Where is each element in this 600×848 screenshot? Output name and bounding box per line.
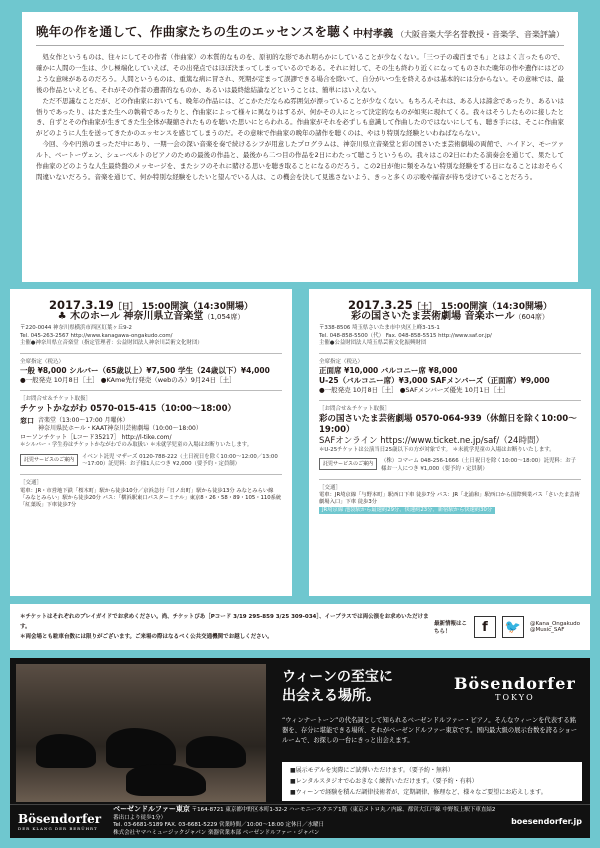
access-text: 電車：JR・市営地下鉄「桜木町」駅から徒歩10分／京浜急行「日ノ出町」駅から徒歩13分 みなとみらい線「みなとみらい」駅から徒歩20分 バス：「横浜駅東口バスターミナル」東京8・26・58・89・105・110系統「紅葉坂」下車徒歩7分: [20, 487, 282, 509]
essay-paragraph: ただ不思議なことだが、どの作曲家においても、晩年の作品には、どこかただならぬ雰囲気が漂っていることが少なくない。もちろんそれは、ある人は諦念であったり、あるいは悟りであったり、はたまた生への執着であったりと、作曲家によって様々に異なりはするが、何かその人にとって決定的なものが如実に現れてくる。我々はそうしたものに接したとき、自ずとその作曲家が生きてきた生全体が凝縮されたものを聴いた思いにとらわれる。作曲家がそれを必ずしも意識して作曲したのではないにしても、聴き手には、そこに作曲家がどのように人生を送ってきたかのエッセンスを感じてしまうのだ。その意味で作曲家の晩年の諸作を聴くのは、やはり特別な経験といわねばならない。: [36, 96, 564, 138]
price-label: 全席指定（税込）: [20, 358, 65, 365]
venue-contact: Tel. 045-263-2567 http://www.kanagawa-ongakudo.com/: [20, 332, 173, 339]
venue-name: 彩の国さいたま芸術劇場 音楽ホール（604席）: [351, 310, 549, 322]
bosendorfer-ad: [10, 658, 590, 838]
footer-url[interactable]: boesendorfer.jp: [511, 817, 582, 826]
organizer: 主催●公益財団法人埼玉県芸術文化振興財団: [319, 340, 427, 347]
facebook-icon[interactable]: f: [474, 616, 496, 638]
venue-address: 〒220-0044 神奈川県横浜市西区紅葉ヶ丘9-2: [20, 325, 132, 331]
access-text: 電車：JR埼京線「与野本町」駅西口下車 徒歩7分 バス：JR「北浦和」駅西口から国際興業バス「さいたま芸術劇場入口」下車 徒歩3分: [319, 492, 580, 506]
access-highlight: JR埼京線 池袋駅から最速約29分、快速約23分、新宿駅から快速約30分: [319, 507, 495, 514]
concert-card-saitama: [309, 289, 591, 596]
childcare-text: イベント託児 マザーズ 0120-788-222（土日祝日を除く10:00～12:00／13:00～17:00）託児料：お子様1人につき ¥2,000（要予約・定員制）: [82, 453, 278, 468]
twitter-icon[interactable]: 🐦: [502, 616, 524, 638]
price-line: U-25（バルコニー席）¥3,000 SAFメンバーズ（正面席）¥9,000: [319, 376, 550, 386]
childcare-text: （株）コマーム 048-256-1666（土日祝日を除く10:00～18:00）託児料：お子様お一人につき ¥1,000（要予約・定員制）: [381, 458, 576, 472]
window-info: 窓口 音楽堂（13:00～17:00 月曜休） 神奈川県民ホール・KAAT神奈川芸術劇場（10:00～18:00）: [20, 416, 202, 433]
sns-label: 最新情報はこちら！: [433, 621, 467, 635]
venue-address: 〒338-8506 埼玉県さいたま市中央区上峰3-15-1: [319, 325, 440, 331]
ticket-phone: チケットかながわ 0570-015-415（10:00～18:00）: [20, 403, 237, 414]
ticket-label: ［お問合せ＆チケット取扱］: [319, 406, 391, 413]
footer-logo: Bösendorfer DER KLANG DER BERÜHRT: [18, 812, 102, 831]
essay-panel: [22, 12, 578, 282]
sale-dates: ●一般発売 10月8日［土］ ●SAFメンバーズ優先 10月1日［土］: [319, 386, 510, 395]
childcare-tag: 託児サービスのご案内: [20, 454, 78, 466]
childcare-tag: 託児サービスのご案内: [319, 458, 377, 470]
concert-card-yokohama: [10, 289, 292, 596]
lawson-ticket: ローソンチケット［Lコード35217］ http://l-tike.com/: [20, 433, 172, 441]
bosendorfer-logo: Bösendorfer TOKYO: [454, 674, 576, 702]
showroom-photo: [16, 664, 266, 802]
essay-paragraph: 今回、今や円熟のまっただ中にあり、一期一会の深い音楽を奏で続けるシフが用意したプログラムは、神奈川県立音楽堂と彩の国さいたま芸術劇場の両館で、ハイドン、モーツァルト、ベートーヴェン、シューベルトのピアノのための最後の作品と、最後から二つ目の作品を2日にわたって聴こうというもの。我々はこの2日にわたる演奏会を通じて、果たして作曲家のどのような人生最終盤のメッセージを、またシフのそれに賭ける思いを聴き取ることになるのだろう。この2日が他に類をみない特別な経験をする日になることはおそらく間違いないだろう。音楽を通じて、何か特別な経験をしたいと望んでいる人は、この機会を決して見逃さないよう、きっと多くの示唆や福音が待ち受けていることだろう。: [36, 140, 564, 181]
ticket-notes: ＊シルバー・学生券はチケットかながわでのみ取扱い ＊未就学児童の入場はお断りいたします。: [20, 442, 253, 449]
essay-title: 晩年の作を通して、作曲家たちの生のエッセンスを聴く: [36, 24, 353, 39]
price-label: 全席指定（税込）: [319, 358, 364, 365]
organizer: 主催●神奈川県立音楽堂（指定管理者：公益財団法人神奈川芸術文化財団）: [20, 340, 203, 347]
essay-body: [36, 52, 564, 183]
childcare-info: [319, 458, 581, 473]
author-role: （大阪音楽大学名誉教授・音楽学、音楽評論）: [396, 30, 564, 39]
venue-name: ♣ 木のホール 神奈川県立音楽堂（1,054席）: [57, 310, 245, 322]
access-label: ［交通］: [20, 480, 43, 487]
essay-author: [353, 25, 564, 40]
footer-info: ベーゼンドルファー東京 〒164-8721 東京都中野区本町1-32-2 ハーモニースクエア1階（東京メトロ丸ノ内線、都営大江戸線 中野坂上駅下車直結2番出口より徒歩1分） Tel. 03-6681-5189 FAX. 03-6681-5229 営業時間／10:00～18:00 定休日／水曜日 株式会社ヤマハミュージックジャパン 楽器営業本部 ベーゼンドルファー・ジャパン: [113, 805, 496, 836]
price-line: 正面席 ¥10,000 バルコニー席 ¥8,000: [319, 366, 458, 376]
essay-paragraph: 処女作というものは、往々にしてその作者（作曲家）の本質的なものを、原初的な形であれ明らかにしていることが少なくない。「三つ子の魂百までも」とはよく言ったもので、確かに人間の一生は、少し極端化していえば、その出発点ではほぼ決まってしまっているのである。それに対して、その生も終わり近くになってものされた晩年の作や遺作にはどのような意味があるのだろう。人間というものは、重篤な病に冒され、死期が定まって誤謬できる場合を除いて、自分がいつ生を終えるかは基本的には分からない。その意味では、最後の作品といえども、それがその作者の遺書的なものか、あるいは最終総結論などということは、簡単にはいえない。: [36, 53, 564, 94]
venue-contact: Tel. 048-858-5500（代） Fax. 048-858-5515 http://www.saf.or.jp/: [319, 332, 492, 339]
general-notes: ＊チケットはそれぞれのプレイガイドでお求めください。尚、チケットぴあ［Pコード 3/19 295-859 3/25 309-034］、イープラスでは両公演をお求めいただけます。 ＊両会場とも駐車台数には限りがございます。ご来場の際はなるべく公共交通機関でお越しください。: [20, 614, 429, 640]
sale-dates: ●一般発売 10月8日［土］ ●KAme先行発売（webのみ）9月24日［土］: [20, 376, 236, 385]
concert-date: 2017.3.19［日］ 15:00開演（14:30開場）: [48, 298, 254, 312]
ad-services: [282, 762, 582, 801]
sns-handles: @Kana_Ongakudo @Music_SAF: [529, 621, 580, 633]
ticket-label: ［お問合せ＆チケット取扱］: [20, 396, 92, 403]
access-label: ［交通］: [319, 484, 342, 491]
list-item: ■ウィーンで経験を積んだ調律技術者が、定期調律、修理など、様々なご要望にお応えします。: [290, 789, 547, 796]
online-ticket: SAFオンライン https://www.ticket.ne.jp/saf/（24時間）: [319, 435, 544, 446]
price-line: 一般 ¥8,000 シルバー（65歳以上）¥7,500 学生（24歳以下）¥4,000: [20, 366, 270, 376]
info-strip: [10, 604, 590, 650]
essay-header: [36, 22, 564, 46]
author-name: 中村孝義: [353, 29, 393, 40]
ticket-notes: ＊U-25チケットは公演当日25歳以下の方が対象です。 ＊未就学児童の入場はお断りいたします。: [319, 446, 555, 453]
ad-headline: ウィーンの至宝に 出会える場所。: [282, 669, 393, 704]
list-item: ■展示モデルを実際にご試弾いただけます。（要予約・無料）: [290, 767, 454, 774]
ad-footer: [10, 804, 590, 838]
ad-body: “ウィンナートーン”の代名詞として知られるベーゼンドルファー・ピアノ。そんなウィーンを代表する銘器を、存分に堪能できる場所、それがベーゼンドルファー東京です。国内最大級の展示台数を誇るショールームで、お探しの一台にきっと出会えます。: [282, 717, 578, 744]
leaf-icon: ♣: [57, 310, 67, 322]
sns-block: [434, 616, 580, 638]
childcare-info: [20, 454, 282, 469]
list-item: ■レンタルスタジオで心おきなく練習いただけます。（要予約・有料）: [290, 778, 478, 785]
ticket-phone: 彩の国さいたま芸術劇場 0570-064-939（休館日を除く10:00～19:00）: [319, 413, 577, 435]
concert-date: 2017.3.25［土］ 15:00開演（14:30開場）: [347, 298, 553, 312]
